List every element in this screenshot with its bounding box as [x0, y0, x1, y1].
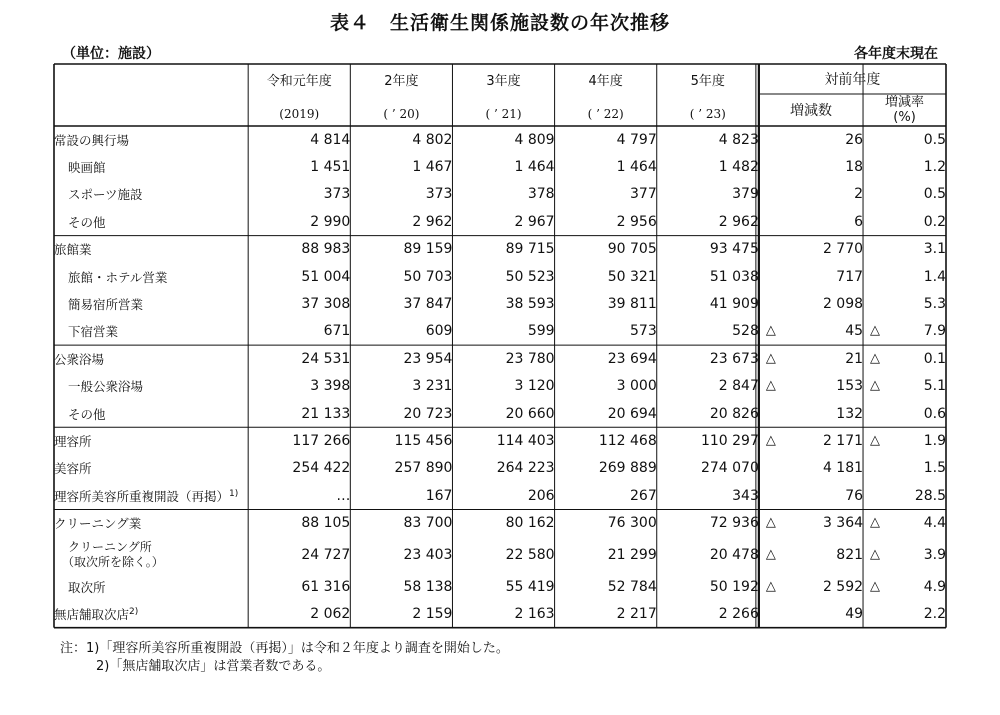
year-value-cell: 2 967 — [514, 213, 555, 230]
footnote-marker: 2) — [129, 606, 139, 617]
year-value-cell: 1 464 — [514, 159, 555, 176]
table-row — [54, 427, 946, 454]
table-row — [54, 153, 946, 180]
rate-label: 増減率 — [885, 95, 925, 110]
year-value-cell: 377 — [630, 186, 657, 203]
decrease-triangle-icon: △ — [870, 323, 881, 339]
year-value-cell: 4 809 — [514, 131, 555, 148]
decrease-triangle-icon: △ — [765, 323, 776, 339]
row-label — [54, 208, 248, 235]
year-value-cell: 20 723 — [403, 405, 453, 422]
footnote-marker: 1) — [229, 488, 239, 499]
year-value-cell: 264 223 — [496, 460, 555, 477]
change-rate-cell — [863, 400, 946, 427]
decrease-triangle-icon: △ — [765, 350, 776, 366]
footnotes — [60, 640, 509, 676]
row-label — [54, 427, 248, 454]
change-rate-cell — [863, 126, 946, 153]
change-rate-cell — [863, 208, 946, 235]
year-value-cell: 117 266 — [292, 432, 351, 449]
year-value-cell: 51 038 — [709, 268, 759, 285]
year-value-cell: 76 300 — [607, 515, 657, 532]
year-value-cell: 112 468 — [598, 432, 657, 449]
year-name: 2年度 — [384, 73, 419, 89]
year-value-cell: 4 797 — [616, 131, 657, 148]
change-rate-cell — [863, 345, 946, 372]
change-count-cell — [759, 318, 863, 345]
year-value-cell: 1 482 — [718, 159, 759, 176]
year-value-cell: 4 802 — [412, 131, 453, 148]
facility-table — [54, 64, 946, 628]
year-value-cell: 83 700 — [403, 515, 453, 532]
year-value-cell: 1 451 — [310, 159, 351, 176]
change-count: 18 — [845, 159, 864, 176]
decrease-triangle-icon: △ — [765, 515, 776, 531]
year-value-cell: 41 909 — [709, 296, 759, 313]
year-value-cell: 88 983 — [301, 241, 351, 258]
year-name: 3年度 — [486, 73, 521, 89]
table-body — [54, 126, 946, 628]
year-value-cell: 20 478 — [709, 546, 759, 563]
table-row — [54, 509, 946, 536]
change-count-cell — [759, 181, 863, 208]
table-row — [54, 373, 946, 400]
decrease-triangle-icon: △ — [870, 578, 881, 594]
table-row — [54, 482, 946, 509]
row-label — [54, 181, 248, 208]
year-value-cell: 2 217 — [616, 605, 657, 622]
row-label-text: その他 — [68, 214, 106, 230]
year-value-cell: 50 703 — [403, 268, 453, 285]
table-row — [54, 236, 946, 263]
change-count: 6 — [854, 213, 864, 230]
year-value-cell: 24 727 — [301, 546, 351, 563]
change-count: 153 — [836, 378, 864, 395]
decrease-triangle-icon: △ — [870, 378, 881, 394]
year-value-cell: 2 062 — [310, 605, 351, 622]
decrease-triangle-icon: △ — [870, 350, 881, 366]
year-value-cell: 1 464 — [616, 159, 657, 176]
table-row — [54, 455, 946, 482]
year-value-cell: 528 — [732, 323, 759, 340]
year-value-cell: 3 398 — [310, 378, 351, 395]
year-value-cell: 2 962 — [412, 213, 453, 230]
change-count: 2 098 — [822, 296, 864, 313]
change-rate: 5.3 — [923, 296, 946, 313]
table-row — [54, 208, 946, 235]
year-value-cell: 21 133 — [301, 405, 351, 422]
change-rate: 0.5 — [923, 131, 946, 148]
year-value-cell: 599 — [527, 323, 555, 340]
row-label-text: 理容所 — [54, 433, 92, 449]
footnote-2: 2)「無店舗取次店」は営業者数である。 — [96, 659, 331, 674]
year-value-cell: 61 316 — [301, 578, 351, 595]
decrease-triangle-icon: △ — [765, 546, 776, 562]
year-value-cell: 1 467 — [412, 159, 453, 176]
change-rate-cell — [863, 600, 946, 627]
row-label-text: 無店舗取次店 — [54, 606, 130, 622]
year-value-cell: 167 — [425, 487, 453, 504]
year-value-cell: 58 138 — [403, 578, 453, 595]
year-value-cell: 93 475 — [709, 241, 759, 258]
row-label-text: その他 — [68, 406, 106, 422]
change-count: 45 — [845, 323, 864, 340]
table-row — [54, 318, 946, 345]
change-count: 26 — [845, 131, 864, 148]
change-count: 717 — [836, 268, 864, 285]
year-value-cell: 89 159 — [403, 241, 453, 258]
change-rate: 1.4 — [923, 268, 946, 285]
row-label-two-line — [62, 539, 164, 570]
year-value-cell: 37 847 — [403, 296, 453, 313]
row-label — [54, 345, 248, 372]
year-value-cell: 206 — [527, 487, 555, 504]
header-year — [452, 64, 554, 126]
year-sub: (2019) — [279, 106, 320, 121]
decrease-triangle-icon: △ — [870, 515, 881, 531]
change-count-cell — [759, 373, 863, 400]
row-label — [54, 290, 248, 317]
change-rate: 0.1 — [923, 350, 946, 367]
year-value-cell: 23 694 — [607, 350, 657, 367]
year-value-cell: 274 070 — [700, 460, 759, 477]
year-value-cell: 21 299 — [607, 546, 657, 563]
decrease-triangle-icon: △ — [765, 378, 776, 394]
change-rate: 1.5 — [923, 460, 946, 477]
year-value-cell: 23 403 — [403, 546, 453, 563]
row-label — [54, 236, 248, 263]
table-row — [54, 573, 946, 600]
row-label-text: クリーニング業 — [54, 516, 142, 532]
change-count: 2 — [854, 186, 864, 203]
table-header — [54, 64, 946, 126]
change-rate: 5.1 — [923, 378, 946, 395]
row-label — [54, 482, 248, 509]
year-value-cell: … — [336, 487, 351, 504]
change-count-cell — [759, 208, 863, 235]
change-rate: 0.5 — [923, 186, 946, 203]
year-value-cell: 50 192 — [709, 578, 759, 595]
year-value-cell: 269 889 — [598, 460, 657, 477]
year-value-cell: 4 823 — [718, 131, 759, 148]
change-count: 76 — [845, 487, 864, 504]
table-row — [54, 537, 946, 573]
change-rate: 1.9 — [923, 432, 946, 449]
year-value-cell: 23 673 — [709, 350, 759, 367]
change-rate-cell — [863, 427, 946, 454]
table-title: 表４ 生活衛生関係施設数の年次推移 — [329, 12, 670, 34]
header-compare-group: 対前年度 — [824, 72, 881, 88]
year-value-cell: 88 105 — [301, 515, 351, 532]
year-value-cell: 23 780 — [505, 350, 555, 367]
change-count-cell — [759, 427, 863, 454]
change-count-cell — [759, 345, 863, 372]
header-diff: 増減数 — [789, 103, 832, 119]
change-rate: 4.4 — [923, 515, 946, 532]
year-value-cell: 2 266 — [718, 605, 759, 622]
year-value-cell: 38 593 — [505, 296, 555, 313]
change-rate: 0.2 — [923, 213, 946, 230]
year-value-cell: 2 163 — [514, 605, 555, 622]
year-value-cell: 573 — [630, 323, 657, 340]
header-year — [350, 64, 452, 126]
year-sub: ( ’ 21) — [485, 106, 522, 121]
table-row — [54, 126, 946, 153]
change-count: 3 364 — [822, 515, 864, 532]
table-row — [54, 600, 946, 627]
change-rate: 0.6 — [923, 405, 946, 422]
change-rate-cell — [863, 509, 946, 536]
year-value-cell: 267 — [630, 487, 657, 504]
row-label — [54, 126, 248, 153]
change-rate: 3.1 — [923, 241, 946, 258]
year-value-cell: 2 159 — [412, 605, 453, 622]
year-value-cell: 39 811 — [607, 296, 657, 313]
decrease-triangle-icon: △ — [870, 546, 881, 562]
change-rate: 4.9 — [923, 578, 946, 595]
year-value-cell: 20 826 — [709, 405, 759, 422]
row-label-text: 理容所美容所重複開設（再掲） — [54, 488, 230, 504]
change-rate-cell — [863, 290, 946, 317]
year-sub: ( ’ 23) — [689, 106, 726, 121]
change-count: 2 770 — [822, 241, 864, 258]
change-rate: 3.9 — [923, 546, 946, 563]
change-rate-cell — [863, 455, 946, 482]
decrease-triangle-icon: △ — [765, 578, 776, 594]
year-value-cell: 24 531 — [301, 350, 351, 367]
row-label-text: 公衆浴場 — [54, 351, 105, 367]
year-value-cell: 110 297 — [700, 432, 759, 449]
year-value-cell: 373 — [323, 186, 351, 203]
year-value-cell: 3 231 — [412, 378, 453, 395]
change-count-cell — [759, 509, 863, 536]
year-value-cell: 2 847 — [718, 378, 759, 395]
row-label-line1: クリーニング所 — [68, 539, 152, 554]
change-rate-cell — [863, 153, 946, 180]
year-value-cell: 80 162 — [505, 515, 555, 532]
year-value-cell: 373 — [425, 186, 453, 203]
change-rate-cell — [863, 373, 946, 400]
year-value-cell: 2 990 — [310, 213, 351, 230]
change-count: 4 181 — [822, 460, 864, 477]
change-count-cell — [759, 537, 863, 573]
year-name: 令和元年度 — [266, 73, 332, 89]
table-row — [54, 181, 946, 208]
year-name: 5年度 — [690, 73, 725, 89]
row-label-text: 簡易宿所営業 — [68, 297, 144, 313]
footnote-1: 注：1)「理容所美容所重複開設（再掲）」は令和２年度より調査を開始した。 — [60, 641, 509, 656]
year-value-cell: 2 956 — [616, 213, 657, 230]
year-value-cell: 254 422 — [292, 460, 351, 477]
row-label — [54, 600, 248, 627]
year-value-cell: 55 419 — [505, 578, 555, 595]
year-name: 4年度 — [588, 73, 623, 89]
row-label-text: 一般公衆浴場 — [68, 379, 144, 395]
row-label-text: 旅館・ホテル営業 — [68, 269, 168, 285]
year-value-cell: 671 — [323, 323, 351, 340]
year-value-cell: 51 004 — [301, 268, 351, 285]
header-year — [248, 64, 350, 126]
row-label-text: 取次所 — [68, 579, 106, 595]
row-label — [54, 455, 248, 482]
year-value-cell: 52 784 — [607, 578, 657, 595]
row-label-text: 美容所 — [54, 461, 92, 477]
change-rate-cell — [863, 263, 946, 290]
change-count-cell — [759, 400, 863, 427]
change-count-cell — [759, 573, 863, 600]
decrease-triangle-icon: △ — [765, 432, 776, 448]
change-rate-cell — [863, 318, 946, 345]
header-year — [657, 64, 759, 126]
header-year — [555, 64, 657, 126]
table-row — [54, 263, 946, 290]
change-count-cell — [759, 482, 863, 509]
row-label-text: 下宿営業 — [68, 324, 119, 340]
change-count-cell — [759, 290, 863, 317]
change-rate: 2.2 — [923, 605, 946, 622]
change-count-cell — [759, 126, 863, 153]
year-value-cell: 609 — [425, 323, 453, 340]
unit-label: （単位：施設） — [62, 46, 160, 62]
row-label-text: 旅館業 — [54, 242, 92, 258]
change-count-cell — [759, 263, 863, 290]
table-row — [54, 400, 946, 427]
year-value-cell: 20 694 — [607, 405, 657, 422]
year-value-cell: 3 120 — [514, 378, 555, 395]
year-value-cell: 20 660 — [505, 405, 555, 422]
row-label — [54, 400, 248, 427]
change-count: 2 171 — [822, 432, 864, 449]
change-rate: 1.2 — [923, 159, 946, 176]
change-count-cell — [759, 236, 863, 263]
row-label-text: スポーツ施設 — [68, 187, 143, 203]
change-rate-cell — [863, 482, 946, 509]
change-rate: 7.9 — [923, 323, 946, 340]
row-label — [54, 373, 248, 400]
year-value-cell: 37 308 — [301, 296, 351, 313]
year-sub: ( ’ 20) — [383, 106, 420, 121]
decrease-triangle-icon: △ — [870, 432, 881, 448]
row-label-text: 常設の興行場 — [54, 132, 130, 148]
change-count: 132 — [836, 405, 864, 422]
year-value-cell: 379 — [732, 186, 759, 203]
year-value-cell: 22 580 — [505, 546, 555, 563]
year-value-cell: 115 456 — [394, 432, 453, 449]
year-sub: ( ’ 22) — [587, 106, 624, 121]
row-label — [54, 153, 248, 180]
year-value-cell: 23 954 — [403, 350, 453, 367]
change-rate-cell — [863, 236, 946, 263]
rate-unit: (%) — [893, 110, 916, 125]
change-count: 49 — [845, 605, 864, 622]
row-label-text: 映画館 — [68, 160, 106, 176]
row-label — [54, 537, 248, 573]
table-row — [54, 290, 946, 317]
header-corner — [54, 64, 248, 126]
change-count: 821 — [836, 546, 864, 563]
change-rate-cell — [863, 537, 946, 573]
year-value-cell: 114 403 — [496, 432, 555, 449]
header-rate — [863, 94, 946, 126]
year-value-cell: 2 962 — [718, 213, 759, 230]
row-label — [54, 263, 248, 290]
change-rate-cell — [863, 181, 946, 208]
change-count-cell — [759, 600, 863, 627]
change-count: 21 — [845, 350, 864, 367]
row-label — [54, 573, 248, 600]
year-value-cell: 89 715 — [505, 241, 555, 258]
table-row — [54, 345, 946, 372]
change-count-cell — [759, 455, 863, 482]
year-value-cell: 378 — [527, 186, 555, 203]
row-label — [54, 318, 248, 345]
year-value-cell: 4 814 — [310, 131, 351, 148]
change-count: 2 592 — [822, 578, 864, 595]
year-value-cell: 50 523 — [505, 268, 555, 285]
row-label — [54, 509, 248, 536]
year-value-cell: 3 000 — [616, 378, 657, 395]
year-value-cell: 90 705 — [607, 241, 657, 258]
change-count-cell — [759, 153, 863, 180]
year-value-cell: 343 — [732, 487, 759, 504]
change-rate-cell — [863, 573, 946, 600]
as-of-label: 各年度末現在 — [854, 46, 938, 62]
row-label-line2: （取次所を除く。） — [62, 554, 164, 569]
year-value-cell: 257 890 — [394, 460, 453, 477]
year-value-cell: 50 321 — [607, 268, 657, 285]
year-value-cell: 72 936 — [709, 515, 759, 532]
change-rate: 28.5 — [914, 487, 946, 504]
